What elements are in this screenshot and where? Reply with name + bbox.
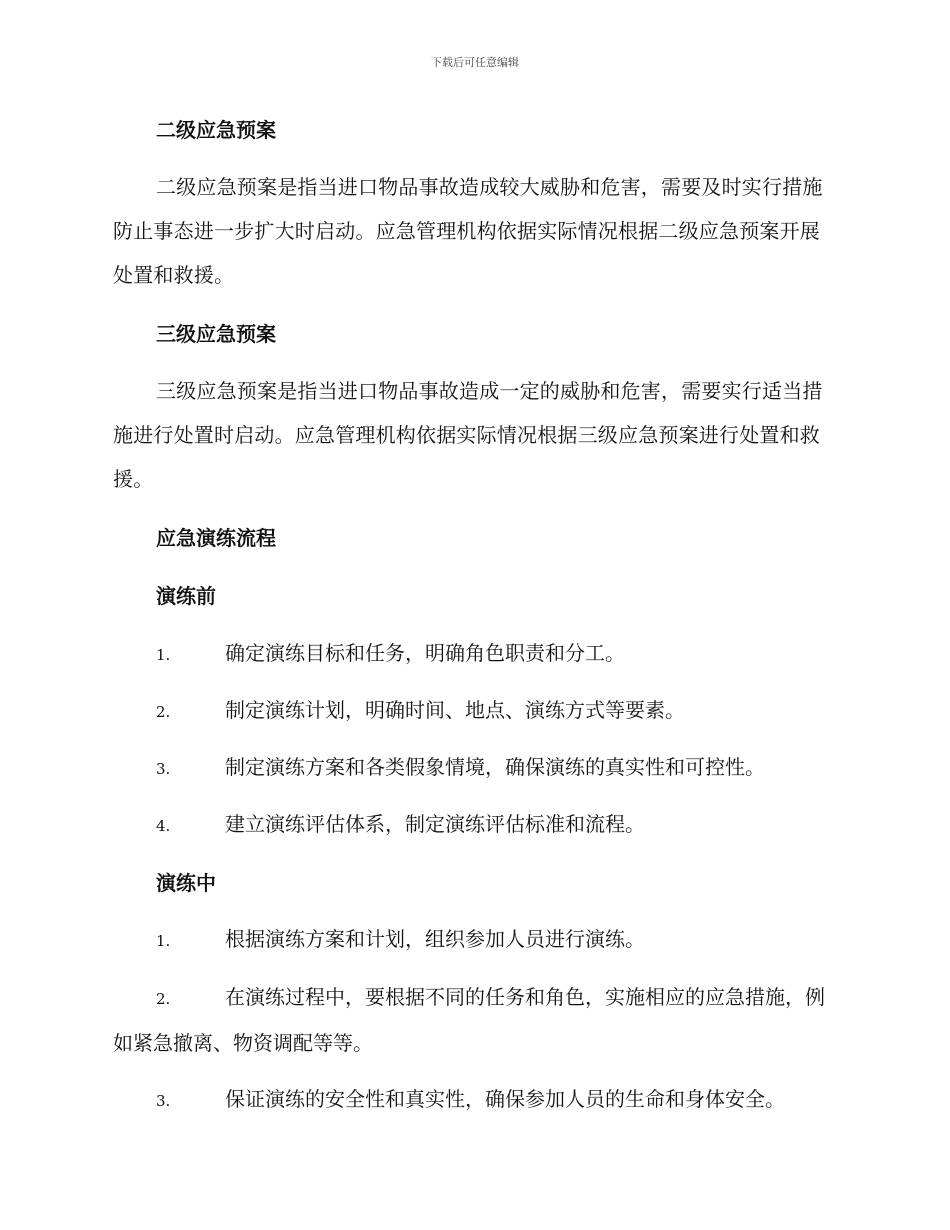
list-text: 制定演练计划，明确时间、地点、演练方式等要素。 xyxy=(225,698,685,722)
list-text: 制定演练方案和各类假象情境，确保演练的真实性和可控性。 xyxy=(225,755,765,779)
before-list-item xyxy=(113,802,833,848)
level3-paragraph: 三级应急预案是指当进口物品事故造成一定的威胁和危害，需要实行适当措施进行处置时启动。应急管理机构依据实际情况根据三级应急预案进行处置和救援。 xyxy=(113,379,823,491)
list-text: 建立演练评估体系，制定演练评估标准和流程。 xyxy=(225,812,645,836)
drill-process-heading: 应急演练流程 xyxy=(156,526,276,550)
page-header-note: 下载后可任意编辑 xyxy=(431,56,519,69)
before-drill-heading: 演练前 xyxy=(156,584,216,608)
list-number: 1. xyxy=(156,932,171,950)
before-list-item xyxy=(113,745,833,791)
list-text: 在演练过程中，要根据不同的任务和角色，实施相应的应急措施，例如紧急撤离、物资调配等等。 xyxy=(113,985,825,1055)
level2-paragraph: 二级应急预案是指当进口物品事故造成较大威胁和危害，需要及时实行措施防止事态进一步扩大时启动。应急管理机构依据实际情况根据二级应急预案开展处置和救援。 xyxy=(113,175,823,287)
list-text: 保证演练的安全性和真实性，确保参加人员的生命和身体安全。 xyxy=(225,1087,785,1111)
list-number: 3. xyxy=(156,1092,171,1110)
during-list-item xyxy=(113,975,833,1065)
list-text: 根据演练方案和计划，组织参加人员进行演练。 xyxy=(225,927,645,951)
list-number: 2. xyxy=(156,703,171,721)
list-text: 确定演练目标和任务，明确角色职责和分工。 xyxy=(225,641,625,665)
list-number: 2. xyxy=(156,990,171,1008)
during-list-item xyxy=(113,1077,833,1123)
during-list-item xyxy=(113,917,833,963)
level2-heading: 二级应急预案 xyxy=(156,118,276,142)
list-number: 1. xyxy=(156,646,171,664)
during-drill-heading: 演练中 xyxy=(156,871,216,895)
before-list-item xyxy=(113,631,833,677)
before-list-item xyxy=(113,688,833,734)
list-number: 3. xyxy=(156,760,171,778)
level3-heading: 三级应急预案 xyxy=(156,322,276,346)
list-number: 4. xyxy=(156,817,171,835)
